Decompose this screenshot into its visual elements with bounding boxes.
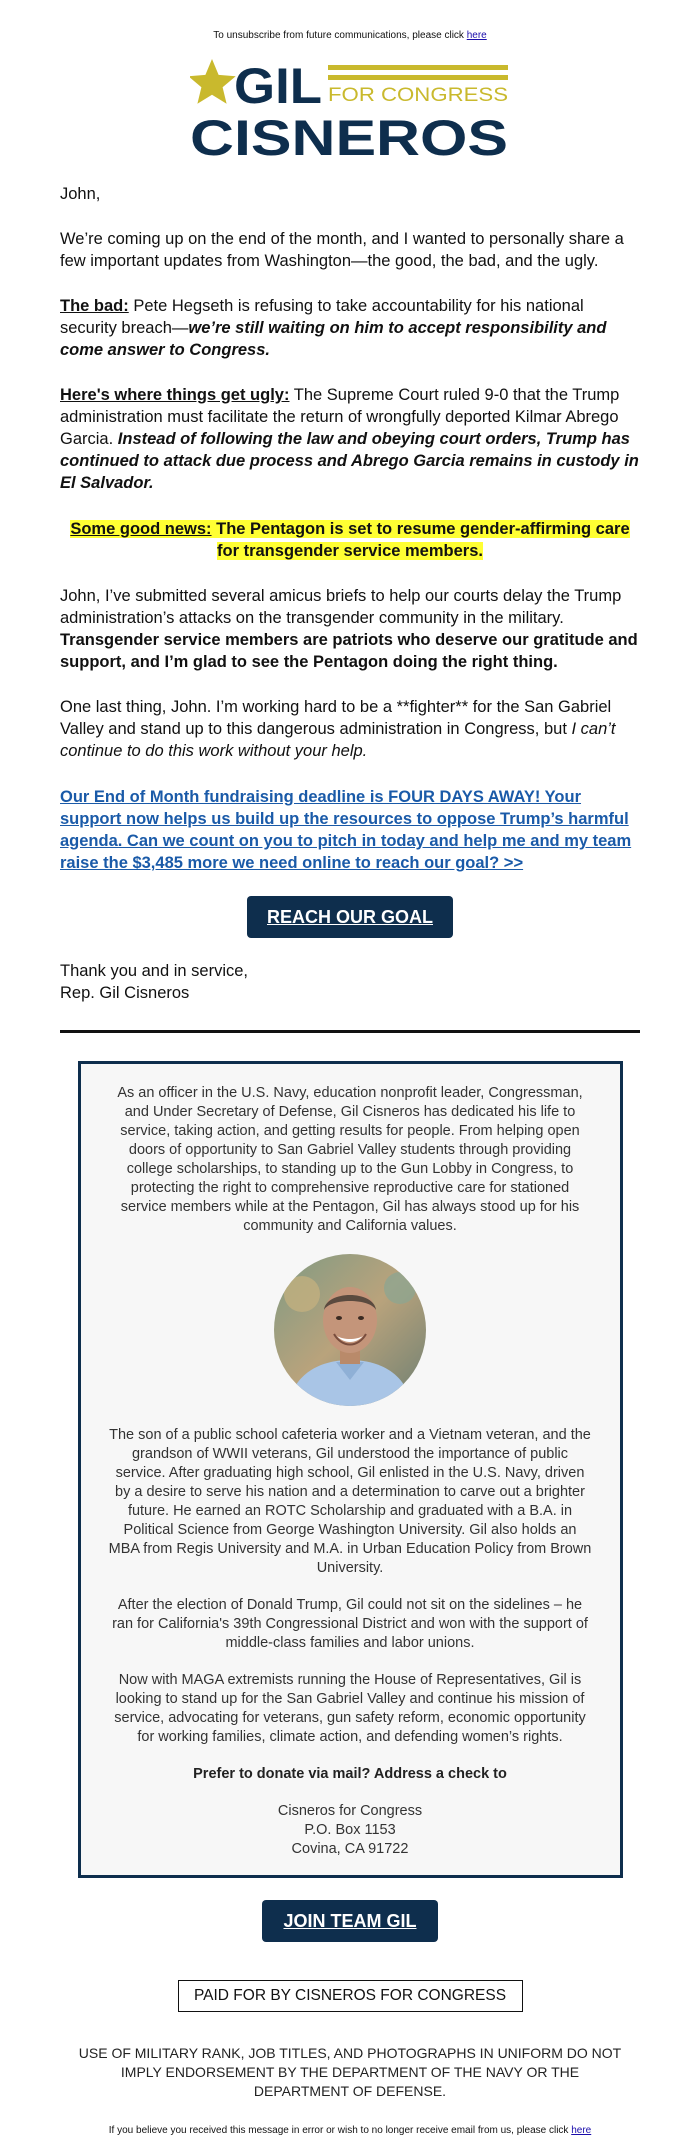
mailing-address <box>107 1802 594 1859</box>
last-thing-emphasis: I can’t continue to do this work without your help. <box>60 720 616 760</box>
amicus-text: John, I’ve submitted several amicus briefs to help our courts delay the Trump administration’s attacks on the transgender community in the military. <box>60 587 622 627</box>
campaign-logo <box>190 57 510 161</box>
unsubscribe-link[interactable]: here <box>466 30 487 41</box>
bio-paragraph: As an officer in the U.S. Navy, education nonprofit leader, Congressman, and Under Secretary of Defense, Gil Cisneros has dedicated his life to service, taking action, and getting results for people. From helping open doors of opportunity to San Gabriel Valley students through providing college scholarships, to standing up to the Gun Lobby in Congress, to protecting the right to comprehensive reproductive care for stationed service members while at the Pentagon, Gil has always stood up for his community and California values. <box>117 1085 583 1234</box>
address-line: P.O. Box 1153 <box>304 1822 396 1838</box>
ugly-news-label: Here's where things get ugly: <box>60 386 290 404</box>
bio-paragraph: The son of a public school cafeteria worker and a Vietnam veteran, and the grandson of WWII veterans, Gil understood the importance of public service. After graduating high school, Gil enlisted in the U.S. Navy, driven by a desire to serve his nation and a determination to carve out a brighter future. He earned an ROTC Scholarship and graduated with a B.A. in Political Science from George Washington University. Gil also holds an MBA from Regis University and M.A. in Urban Education Policy from Brown University. <box>108 1427 592 1576</box>
error-unsubscribe-link[interactable]: here <box>571 2125 592 2136</box>
candidate-photo <box>274 1254 426 1406</box>
amicus-emphasis: Transgender service members are patriots who deserve our gratitude and support, and I’m glad to see the Pentagon doing the right thing. <box>60 631 638 671</box>
good-news-label: Some good news: <box>70 520 212 538</box>
error-notice-text: If you believe you received this message in error or wish to no longer receive email from us, please click <box>108 2125 569 2136</box>
reach-goal-button[interactable]: REACH OUR GOAL <box>247 896 453 938</box>
logo-stripe-mid <box>328 75 508 80</box>
candidate-portrait <box>274 1254 426 1406</box>
ugly-news-emphasis: Instead of following the law and obeying court orders, Trump has continued to attack due process and Abrego Garcia remains in custody in El Salvador. <box>60 430 639 492</box>
military-disclaimer: USE OF MILITARY RANK, JOB TITLES, AND PHOTOGRAPHS IN UNIFORM DO NOT IMPLY ENDORSEMENT BY THE DEPARTMENT OF THE NAVY OR THE DEPARTMENT OF DEFENSE. <box>78 2045 622 2099</box>
logo-tagline: FOR CONGRESS <box>328 85 508 106</box>
star-icon <box>190 59 236 104</box>
logo-stripe-top <box>328 65 508 70</box>
bad-news-text: Pete Hegseth is refusing to take accountability for his national security breach— <box>60 297 584 337</box>
bio-box <box>78 1061 623 1878</box>
intro-paragraph: We’re coming up on the end of the month, and I wanted to personally share a few important updates from Washington—the good, the bad, and the ugly. <box>60 230 624 270</box>
error-notice <box>0 2125 700 2136</box>
paid-for-disclaimer: PAID FOR BY CISNEROS FOR CONGRESS <box>178 1980 523 2012</box>
address-line: Covina, CA 91722 <box>291 1841 409 1857</box>
unsubscribe-notice <box>0 0 700 41</box>
logo-first-name: GIL <box>234 58 322 114</box>
unsubscribe-text: To unsubscribe from future communications, please click <box>213 30 464 41</box>
greeting: John, <box>60 185 101 203</box>
bio-paragraph: Now with MAGA extremists running the House of Representatives, Gil is looking to stand up for the San Gabriel Valley and continue his mission of service, advocating for veterans, gun safety reform, economic opportunity for working families, climate action, and defending women’s rights. <box>114 1672 586 1745</box>
logo-graphic <box>190 57 510 161</box>
address-line: Cisneros for Congress <box>277 1803 423 1819</box>
logo-last-name: CISNEROS <box>190 110 508 161</box>
signoff-line: Thank you and in service, <box>60 962 249 980</box>
last-thing-text: One last thing, John. I’m working hard to be a **fighter** for the San Gabriel Valley and stand up to this dangerous administration in Congress, but <box>60 698 612 738</box>
good-news-text: The Pentagon is set to resume gender-affirming care for transgender service members. <box>211 520 630 560</box>
amicus-paragraph <box>60 585 640 673</box>
signoff <box>60 960 640 1004</box>
mail-donation-heading: Prefer to donate via mail? Address a check to <box>193 1766 507 1782</box>
bad-news-label: The bad: <box>60 297 129 315</box>
last-thing-paragraph <box>60 696 640 762</box>
good-news-paragraph <box>60 518 640 562</box>
bad-news-paragraph <box>60 295 640 361</box>
bio-paragraph: After the election of Donald Trump, Gil could not sit on the sidelines – he ran for California's 39th Congressional District and won with the support of middle-class families and labor unions. <box>112 1597 588 1651</box>
email-body <box>0 183 700 1004</box>
ugly-news-text: The Supreme Court ruled 9-0 that the Trump administration must facilitate the return of wrongfully deported Kilmar Abrego Garcia. <box>60 386 620 448</box>
bad-news-emphasis: we’re still waiting on him to accept responsibility and come answer to Congress. <box>60 319 607 359</box>
section-divider <box>60 1030 640 1033</box>
join-team-button[interactable]: JOIN TEAM GIL <box>262 1900 438 1942</box>
donate-cta-link[interactable]: Our End of Month fundraising deadline is FOUR DAYS AWAY! Your support now helps us build up the resources to oppose Trump’s harmful agenda. Can we count on you to pitch in today and help me and my team raise the $3,485 more we need online to reach our goal? >> <box>60 788 632 872</box>
signature: Rep. Gil Cisneros <box>60 984 190 1002</box>
ugly-news-paragraph <box>60 384 640 494</box>
